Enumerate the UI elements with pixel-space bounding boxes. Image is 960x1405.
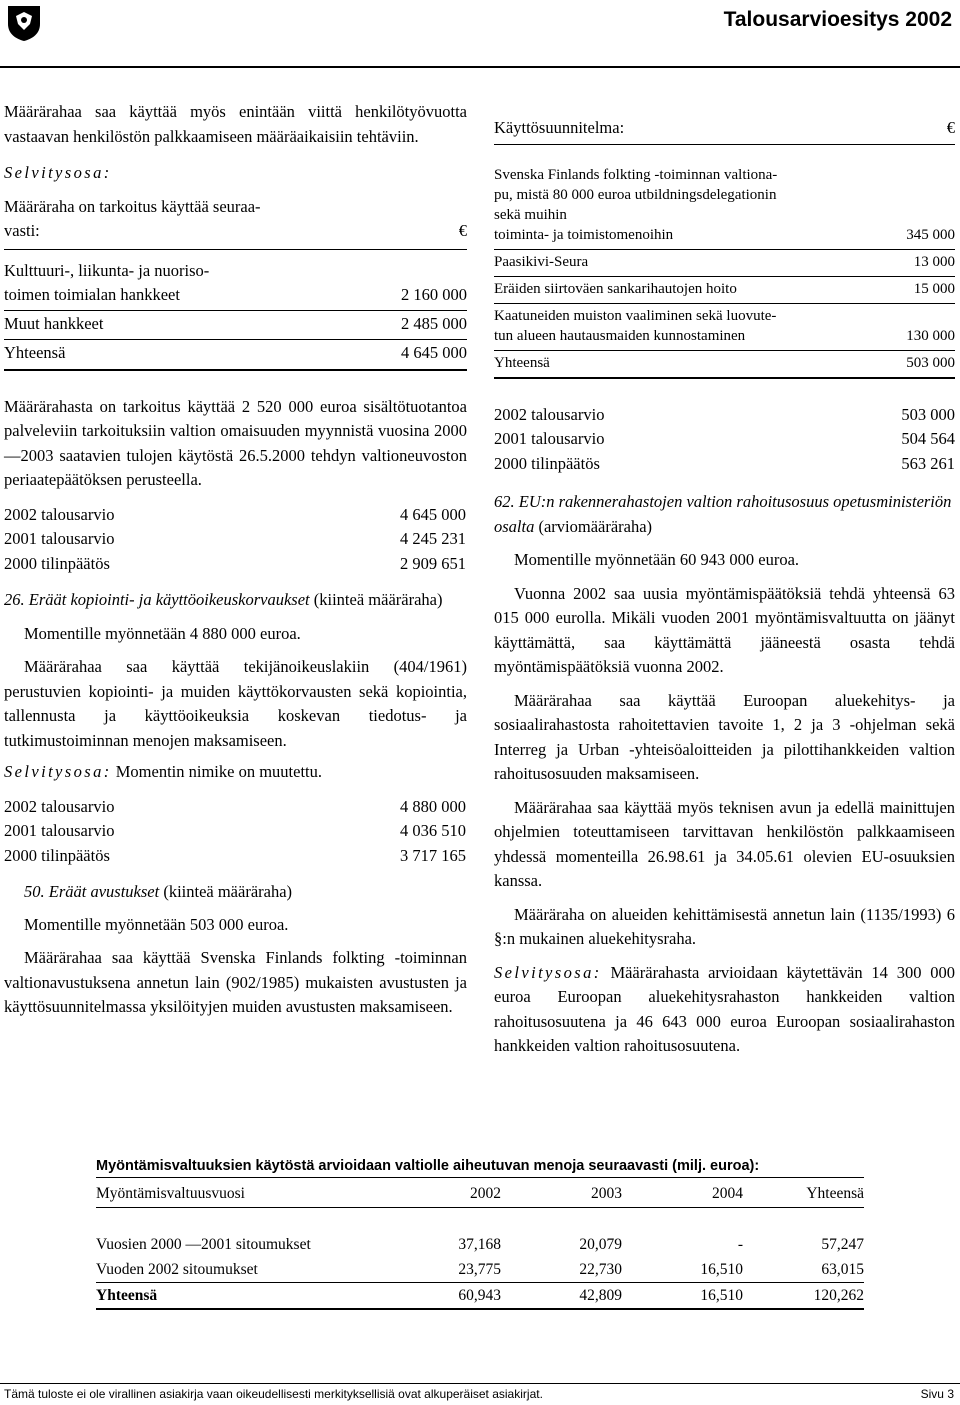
item-50-text: Määrärahaa saa käyttää Svenska Finlands folkting -toiminnan valtionavustuksena annetun lain (902/1985) mukaisten avustusten ja käyttösuunnitelmassa yksilöityjen muiden avustusten maksamiseen. [4,948,467,1016]
purpose-heading-line1: Määräraha on tarkoitus käyttää seuraa- [4,196,261,216]
currency-symbol: € [946,118,955,137]
item-50-granted: Momentille myönnetään 503 000 euroa. [24,914,289,934]
table-header-row: Myöntämisvaltuusvuosi 2002 2003 2004 Yhteensä [96,1184,864,1202]
income-paragraph: Määrärahasta on tarkoitus käyttää 2 520 000 euroa sisältötuotantoa palveleviin tarkoituksiin valtion omaisuuden myynnistä vuosina 2000 —2003 saatavien tulojen käytöstä 26.5.2000 tehdyn valtioneuvoston periaatepäätöksen perusteella. [4,396,467,489]
item-62-paragraph-4: Määräraha on alueiden kehittämisestä annetun lain (1135/1993) 6 §:n mukainen aluekehitysraha. [494,904,955,948]
intro-paragraph: Määrärahaa saa käyttää myös enintään viittä henkilötyövuotta vastaavan henkilöstön palkkaamiseen määräaikaisiin tehtäviin. [4,102,467,146]
table-row: Vuoden 2002 sitoumukset 23,775 22,730 16,510 63,015 [96,1260,864,1278]
table-rule [4,310,467,311]
item-50-heading: 50. Eräät avustukset (kiinteä määräraha) [24,882,293,901]
plan-heading: Käyttösuunnitelma: € [494,116,955,141]
item-62-paragraph-2: Määrärahaa saa käyttää Euroopan aluekehitys- ja sosiaalirahastosta rahoitettavien tavoite 1, 2 ja 3 -ohjelman sekä Interreg ja Urban -yhteisöaloitteiden ja pilottihankkeiden valtion rahoitusosuuden maksamiseen. [494,690,955,783]
currency-symbol: € [458,221,467,240]
table-rule [96,1177,864,1178]
plan-row: Svenska Finlands folkting -toiminnan valtiona- pu, mistä 80 000 euroa utbildningsdelegationin sekä muihin toiminta- ja toimistomenoihin 345 000 [494,166,955,243]
table-total-rule [96,1308,864,1310]
plan-row: Eräiden siirtoväen sankarihautojen hoito 15 000 [494,280,955,297]
plan-row: Kaatuneiden muiston vaaliminen sekä luovute- tun alueen hautausmaiden kunnostaminen 130 000 [494,307,955,344]
left-column [4,100,467,1020]
purpose-heading-line2: vasti: € [4,219,467,244]
commitments-table-body [96,1232,864,1282]
commitments-total [96,1283,864,1308]
table-total-row: Yhteensä 60,943 42,809 16,510 120,262 [96,1286,864,1304]
coat-of-arms-logo [6,4,42,42]
selvitysosa-label: Selvitysosa: [4,163,112,182]
allocation-row: Muut hankkeet 2 485 000 [4,313,467,333]
commitments-title: Myöntämisvaltuuksien käytöstä arvioidaan valtiolle aiheutuvan menoja seuraavasti (milj. euroa): [96,1158,760,1174]
header-rule [0,66,960,68]
table-rule [4,339,467,340]
commitments-table [96,1181,864,1206]
budget-table-2: 2002 talousarvio 4 880 000 2001 talousarvio 4 036 510 2000 tilinpäätös 3 717 165 [4,796,466,865]
table-rule [494,350,955,351]
item-62-heading: 62. EU:n rakennerahastojen valtion rahoitusosuus opetusministeriön osalta (arviomääräraha) [494,492,952,536]
footer-disclaimer: Tämä tuloste ei ole virallinen asiakirja vaan oikeudellisesti merkityksellisiä ovat alkuperäiset asiakirjat. [4,1387,543,1401]
item-26-heading: 26. Eräät kopiointi- ja käyttöoikeuskorvaukset (kiinteä määräraha) [4,590,443,609]
document-title: Talousarvioesitys 2002 [723,8,952,31]
table-rule [494,249,955,250]
item-62-paragraph-1: Vuonna 2002 saa uusia myöntämispäätöksiä tehdä yhteensä 63 015 000 eurolla. Mikäli vuoden 2001 myöntämisvaltuutta on jäänyt käyttämättä, saa käyttämättä jääneestä osasta tehdä myöntämispäätöksiä vuonna 2002. [494,583,955,676]
table-row: Vuosien 2000 —2001 sitoumukset 37,168 20,079 - 57,247 [96,1235,864,1253]
plan-total-row: Yhteensä 503 000 [494,354,955,371]
item-62-selvitysosa: Selvitysosa: Määrärahasta arvioidaan käytettävän 14 300 000 euroa Euroopan aluekehitysrahaston hankkeiden valtion rahoitusosuutena ja 46 643 000 euroa Euroopan sosiaalirahaston hankkeiden valtion rahoitusosuutena. [494,962,955,1055]
item-26-text: Määrärahaa saa käyttää tekijänoikeuslakiin (404/1961) perustuvien kopiointi- ja muiden käyttökorvausten sekä kopiointia, tallennusta ja käyttöoikeuksia koskevan tiedotus- ja tutkimustoiminnan menojen maksamiseen. [4,657,467,750]
item-26-selvitysosa: Selvitysosa: Momentin nimike on muutettu. [4,762,322,781]
right-column [494,116,955,1059]
table-rule [494,276,955,277]
item-62-granted: Momentille myönnetään 60 943 000 euroa. [514,550,800,569]
commitments-section [96,1156,864,1310]
budget-table-1: 2002 talousarvio 4 645 000 2001 talousarvio 4 245 231 2000 tilinpäätös 2 909 651 [4,504,466,573]
plan-row: Paasikivi-Seura 13 000 [494,253,955,270]
table-rule [494,303,955,304]
page-number: Sivu 3 [920,1387,954,1401]
budget-table-3: 2002 talousarvio 503 000 2001 talousarvio 504 564 2000 tilinpäätös 563 261 [494,404,955,473]
allocation-total-row: Yhteensä 4 645 000 [4,343,467,362]
item-62-paragraph-3: Määrärahaa saa käyttää myös teknisen avun ja edellä mainittujen ohjelmien toteuttamiseen tarvittavan henkilöstön palkkaamiseen yhdessä momenteilla 26.98.61 ja 34.05.61 olevien EU-osuuksien kanssa. [494,797,955,890]
allocation-row: Kulttuuri-, liikunta- ja nuoriso- toimen toimialan hankkeet 2 160 000 [4,260,467,304]
item-26-granted: Momentille myönnetään 4 880 000 euroa. [24,623,301,643]
table-rule [96,1207,864,1208]
footer-rule [0,1383,960,1384]
